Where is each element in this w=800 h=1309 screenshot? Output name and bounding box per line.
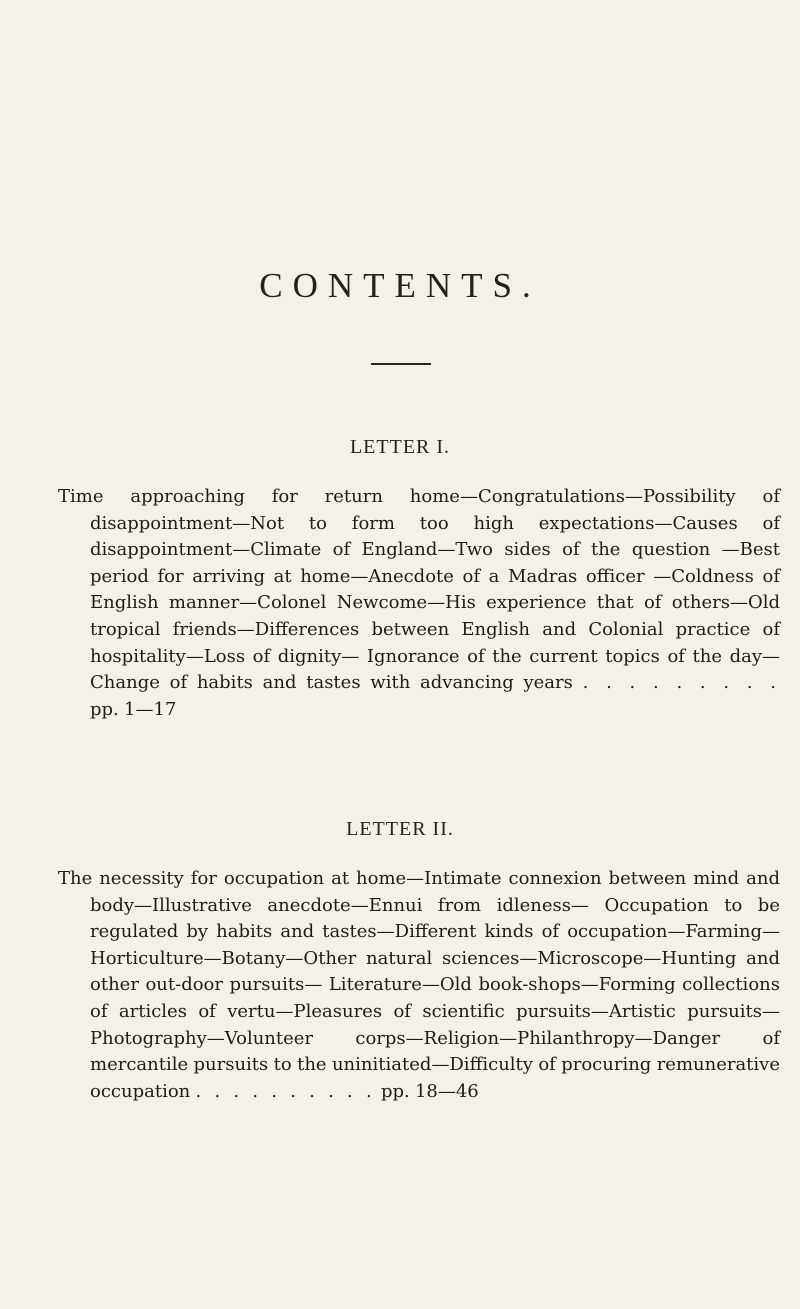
letter-2-section xyxy=(0,818,800,841)
letter-1-summary xyxy=(58,484,780,723)
contents-title: CONTENTS. xyxy=(259,266,541,305)
letter-1-pages: pp. 1—17 xyxy=(90,698,177,720)
letter-1-section xyxy=(0,436,800,459)
letter-2-pages: pp. 18—46 xyxy=(380,1080,479,1102)
letter-1-heading: LETTER I. xyxy=(349,436,451,458)
letter-2-heading: LETTER II. xyxy=(346,818,454,840)
letter-1-summary-text: Time approaching for return home—Congratulations—Possibility of disappointment—Not to form too high expectations—Causes of disappointment—Climate of England—Two sides of the question —Best period for arriving at home—Anecdote of a Madras officer —Coldness of English manner—Colonel Newcome—His experience that of others—Old tropical friends—Differences between English and Colonial practice of hospitality—Loss of dignity— Ignorance of the current topics of the day—Change of habits and tastes with advancing years xyxy=(58,486,780,694)
letter-2-summary xyxy=(58,866,780,1105)
letter-1-leader: . . . . . . . . . xyxy=(582,672,780,694)
letter-2-leader: . . . . . . . . . . xyxy=(195,1080,376,1102)
title-divider xyxy=(371,363,431,365)
letter-2-summary-text: The necessity for occupation at home—Intimate connexion between mind and body—Illustrative anecdote—Ennui from idleness— Occupation to be regulated by habits and tastes—Different kinds of occupation—Farming—Horticulture—Botany—Other natural sciences—Microscope—Hunting and other out-door pursuits— Literature—Old book-shops—Forming collections of articles of vertu—Pleasures of scientific pursuits—Artistic pursuits—Photography—Volunteer corps—Religion—Philanthropy—Danger of mercantile pursuits to the uninitiated—Difficulty of procuring remunerative occupation xyxy=(58,868,780,1102)
